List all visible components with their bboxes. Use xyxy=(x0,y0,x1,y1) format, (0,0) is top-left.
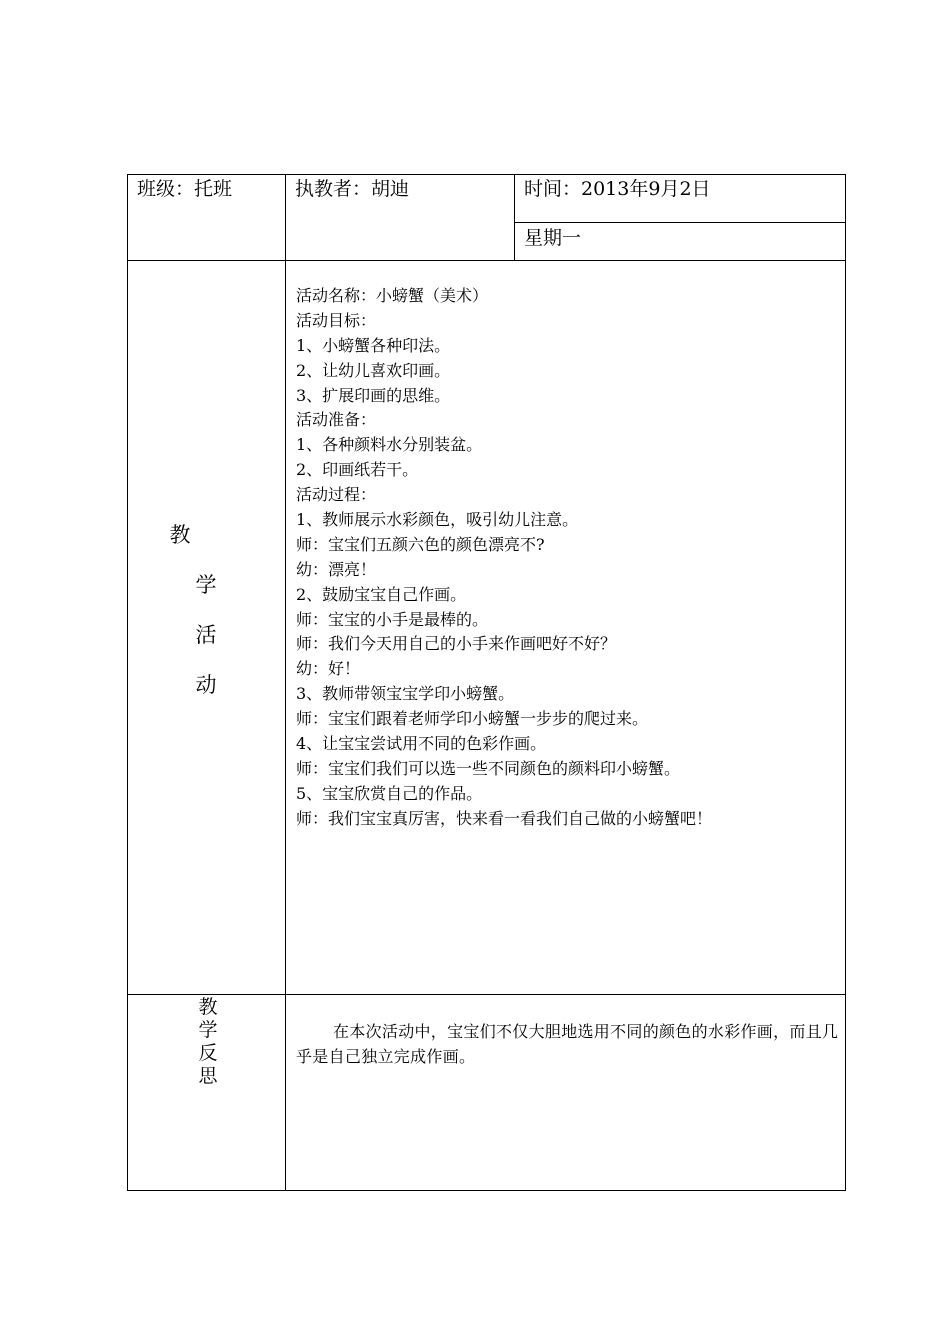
activity-section-char: 教 xyxy=(169,523,191,547)
reflection-section-label xyxy=(195,996,221,1088)
activity-line: 2、鼓励宝宝自己作画。 xyxy=(296,584,467,604)
table-border-left xyxy=(127,174,128,1191)
reflection-section-char: 学 xyxy=(198,1019,218,1041)
teacher-label: 执教者：胡迪 xyxy=(295,178,410,200)
row-divider-reflection xyxy=(127,994,846,995)
activity-line: 活动准备： xyxy=(296,410,377,430)
activity-line: 1、教师展示水彩颜色，吸引幼儿注意。 xyxy=(296,510,579,530)
activity-line: 幼：好！ xyxy=(296,659,361,679)
activity-line: 师：我们宝宝真厉害，快来看一看我们自己做的小螃蟹吧！ xyxy=(296,808,713,828)
reflection-text: 在本次活动中，宝宝们不仅大胆地选用不同的颜色的水彩作画，而且几乎是自己独立完成作画。 xyxy=(296,1022,839,1066)
activity-line: 活动过程： xyxy=(296,485,377,505)
activity-line: 4、让宝宝尝试用不同的色彩作画。 xyxy=(296,734,547,754)
table-border-right xyxy=(845,174,846,1191)
column-divider-main xyxy=(285,174,286,1191)
activity-section-char: 学 xyxy=(195,573,217,597)
reflection-section-char: 教 xyxy=(198,996,218,1018)
reflection-section-char: 思 xyxy=(198,1065,218,1087)
column-divider-time xyxy=(514,174,515,260)
activity-line: 活动目标： xyxy=(296,310,377,330)
activity-line: 1、各种颜料水分别装盆。 xyxy=(296,435,483,455)
activity-line: 活动名称：小螃蟹（美术） xyxy=(296,286,489,305)
activity-line: 师：宝宝们我们可以选一些不同颜色的颜料印小螃蟹。 xyxy=(296,758,681,778)
activity-line: 3、教师带领宝宝学印小螃蟹。 xyxy=(296,684,515,704)
activity-section-char: 活 xyxy=(195,623,217,647)
activity-line: 师：我们今天用自己的小手来作画吧好不好？ xyxy=(296,634,617,654)
lesson-plan-table xyxy=(127,174,846,1191)
activity-line: 2、印画纸若干。 xyxy=(296,460,419,480)
row-divider-header xyxy=(127,260,846,261)
activity-content xyxy=(296,284,712,832)
reflection-section-char: 反 xyxy=(198,1042,218,1064)
table-border-top xyxy=(127,174,846,175)
row-divider-weekday xyxy=(514,222,846,223)
activity-line: 师：宝宝的小手是最棒的。 xyxy=(296,609,489,629)
time-label: 时间：2013年9月2日 xyxy=(524,178,711,200)
activity-line: 师：宝宝们跟着老师学印小螃蟹一步步的爬过来。 xyxy=(296,709,649,729)
activity-line: 1、小螃蟹各种印法。 xyxy=(296,335,451,355)
activity-line: 幼：漂亮！ xyxy=(296,559,377,579)
activity-line: 3、扩展印画的思维。 xyxy=(296,385,451,405)
activity-section-char: 动 xyxy=(195,673,217,697)
activity-line: 师：宝宝们五颜六色的颜色漂亮不? xyxy=(296,534,545,554)
activity-line: 5、宝宝欣赏自己的作品。 xyxy=(296,783,483,803)
weekday-label: 星期一 xyxy=(524,227,582,249)
activity-line: 2、让幼儿喜欢印画。 xyxy=(296,360,451,380)
table-border-bottom xyxy=(127,1190,846,1191)
class-label: 班级：托班 xyxy=(137,178,233,200)
